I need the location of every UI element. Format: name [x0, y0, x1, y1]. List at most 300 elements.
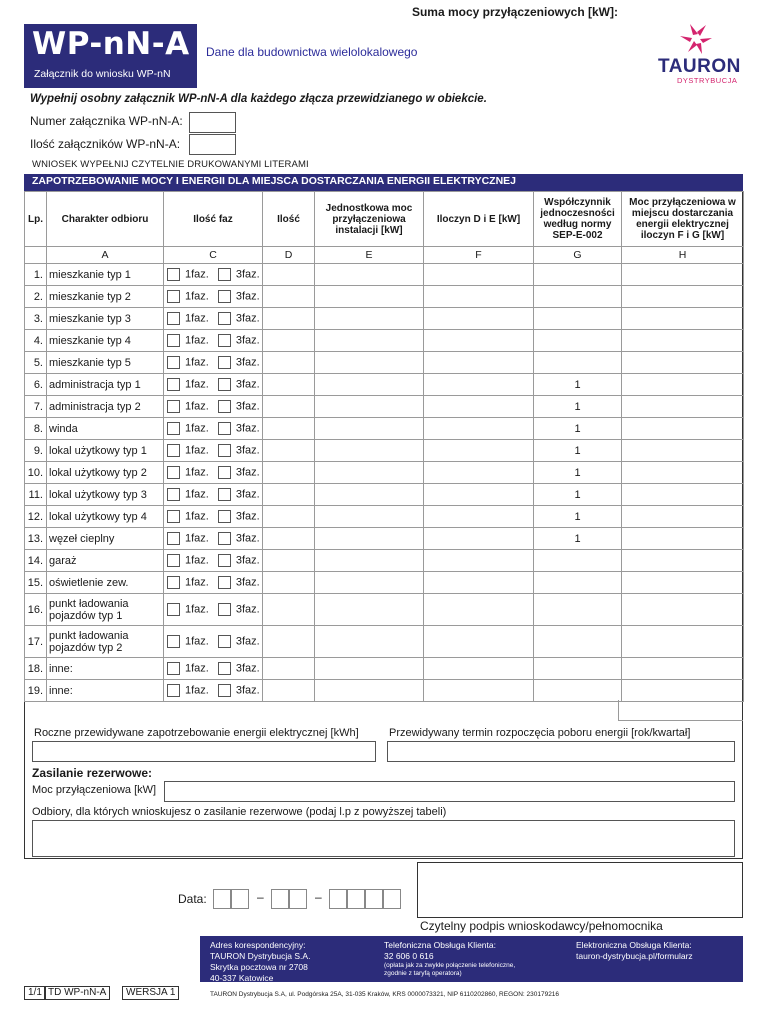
unit-power-cell[interactable]	[315, 330, 424, 352]
row-number: 9.	[25, 440, 47, 462]
unit-power-cell[interactable]	[315, 440, 424, 462]
date-separator: –	[315, 890, 322, 904]
column-letter-row	[25, 247, 744, 264]
logo-subname: DYSTRYBUCJA	[677, 76, 738, 85]
load-type: lokal użytkowy typ 1	[47, 440, 164, 462]
connection-power-cell[interactable]	[622, 550, 744, 572]
phase-1-label: 1faz.	[185, 422, 209, 435]
product-de-cell[interactable]	[424, 396, 534, 418]
col-letter: E	[315, 247, 424, 264]
section-header: ZAPOTRZEBOWANIE MOCY I ENERGII DLA MIEJSCA DOSTARCZANIA ENERGII ELEKTRYCZNEJ	[24, 174, 743, 191]
phase-3-checkbox[interactable]	[218, 378, 231, 391]
phase-1-checkbox[interactable]	[167, 290, 180, 303]
col-header: Ilość faz	[164, 192, 263, 247]
connection-power-cell[interactable]	[622, 374, 744, 396]
phase-1-checkbox[interactable]	[167, 488, 180, 501]
quantity-cell[interactable]	[263, 374, 315, 396]
quantity-cell[interactable]	[263, 440, 315, 462]
load-type: punkt ładowania pojazdów typ 2	[47, 626, 164, 658]
table-row	[25, 374, 744, 396]
power-demand-table	[24, 191, 744, 702]
col-header: Iloczyn D i E [kW]	[424, 192, 534, 247]
phase-cell	[164, 462, 263, 484]
form-description: Dane dla budownictwa wielolokalowego	[206, 45, 418, 59]
connection-power-cell[interactable]	[622, 462, 744, 484]
row-number: 12.	[25, 506, 47, 528]
row-number: 11.	[25, 484, 47, 506]
phase-1-checkbox[interactable]	[167, 576, 180, 589]
annual-energy-input[interactable]	[32, 741, 376, 762]
product-de-cell[interactable]	[424, 626, 534, 658]
col-letter: A	[47, 247, 164, 264]
phase-1-label: 1faz.	[185, 532, 209, 545]
connection-power-cell[interactable]	[622, 680, 744, 702]
row-number: 7.	[25, 396, 47, 418]
address-line: 40-337 Katowice	[210, 973, 274, 983]
phase-3-checkbox[interactable]	[218, 635, 231, 648]
simultaneity-factor-cell: 1	[534, 528, 622, 550]
phase-cell	[164, 374, 263, 396]
tauron-logo	[650, 22, 750, 90]
product-de-cell[interactable]	[424, 594, 534, 626]
phase-1-label: 1faz.	[185, 554, 209, 567]
start-date-label: Przewidywany termin rozpoczęcia poboru energii [rok/kwartał]	[389, 727, 691, 739]
phase-1-label: 1faz.	[185, 400, 209, 413]
form-subtitle: Załącznik do wniosku WP-nN	[34, 68, 171, 80]
load-type: inne:	[47, 658, 164, 680]
phase-cell	[164, 352, 263, 374]
unit-power-cell[interactable]	[315, 594, 424, 626]
phase-1-label: 1faz.	[185, 635, 209, 648]
quantity-cell[interactable]	[263, 572, 315, 594]
phase-1-checkbox[interactable]	[167, 378, 180, 391]
phase-3-checkbox[interactable]	[218, 400, 231, 413]
phase-3-checkbox[interactable]	[218, 662, 231, 675]
row-number: 2.	[25, 286, 47, 308]
phase-1-label: 1faz.	[185, 312, 209, 325]
load-type: mieszkanie typ 4	[47, 330, 164, 352]
address-line: Skrytka pocztowa nr 2708	[210, 962, 308, 972]
phase-3-checkbox[interactable]	[218, 510, 231, 523]
row-number: 19.	[25, 680, 47, 702]
phase-3-label: 3faz.	[235, 378, 260, 391]
date-digit-box[interactable]	[329, 889, 347, 909]
phase-1-checkbox[interactable]	[167, 268, 180, 281]
phase-1-checkbox[interactable]	[167, 662, 180, 675]
row-number: 1.	[25, 264, 47, 286]
instruction-text: Wypełnij osobny załącznik WP-nN-A dla każdego złącza przewidzianego w obiekcie.	[30, 93, 487, 105]
phase-1-checkbox[interactable]	[167, 422, 180, 435]
phase-3-checkbox[interactable]	[218, 554, 231, 567]
phase-3-label: 3faz.	[235, 554, 260, 567]
unit-power-cell[interactable]	[315, 308, 424, 330]
date-digit-box[interactable]	[383, 889, 401, 909]
doc-version: WERSJA 1	[122, 986, 179, 1000]
phase-3-label: 3faz.	[235, 510, 260, 523]
col-letter: G	[534, 247, 622, 264]
phase-1-checkbox[interactable]	[167, 312, 180, 325]
col-header: Charakter odbioru	[47, 192, 164, 247]
unit-power-cell[interactable]	[315, 396, 424, 418]
row-number: 17.	[25, 626, 47, 658]
row-number: 5.	[25, 352, 47, 374]
phase-3-checkbox[interactable]	[218, 466, 231, 479]
phase-3-label: 3faz.	[235, 422, 260, 435]
load-type: mieszkanie typ 3	[47, 308, 164, 330]
table-row	[25, 572, 744, 594]
connection-power-cell[interactable]	[622, 484, 744, 506]
row-number: 14.	[25, 550, 47, 572]
simultaneity-factor-cell: 1	[534, 484, 622, 506]
signature-field[interactable]	[417, 862, 743, 918]
unit-power-cell[interactable]	[315, 462, 424, 484]
unit-power-cell[interactable]	[315, 680, 424, 702]
phase-cell	[164, 418, 263, 440]
online-url[interactable]: tauron-dystrybucja.pl/formularz	[576, 951, 693, 961]
form-title-box	[24, 24, 197, 88]
product-de-cell[interactable]	[424, 418, 534, 440]
form-title: WP-nN-A	[32, 26, 190, 62]
unit-power-cell[interactable]	[315, 374, 424, 396]
block-letters-note: WNIOSEK WYPEŁNIJ CZYTELNIE DRUKOWANYMI LITERAMI	[32, 159, 309, 170]
connection-power-cell[interactable]	[622, 264, 744, 286]
simultaneity-factor-cell	[534, 680, 622, 702]
unit-power-cell[interactable]	[315, 352, 424, 374]
connection-power-cell[interactable]	[622, 286, 744, 308]
phase-1-label: 1faz.	[185, 684, 209, 697]
table-row	[25, 680, 744, 702]
phase-1-label: 1faz.	[185, 466, 209, 479]
phase-cell	[164, 484, 263, 506]
connection-power-cell[interactable]	[622, 658, 744, 680]
phase-1-label: 1faz.	[185, 603, 209, 616]
phase-3-checkbox[interactable]	[218, 290, 231, 303]
product-de-cell[interactable]	[424, 550, 534, 572]
row-number: 13.	[25, 528, 47, 550]
table-row	[25, 484, 744, 506]
simultaneity-factor-cell	[534, 550, 622, 572]
phase-3-checkbox[interactable]	[218, 684, 231, 697]
phase-3-label: 3faz.	[235, 356, 260, 369]
product-de-cell[interactable]	[424, 528, 534, 550]
page-number: 1/1	[24, 986, 46, 1000]
product-de-cell[interactable]	[424, 352, 534, 374]
sum-label: Suma mocy przyłączeniowych [kW]:	[411, 5, 618, 19]
table-row	[25, 528, 744, 550]
simultaneity-factor-cell	[534, 308, 622, 330]
phase-3-checkbox[interactable]	[218, 576, 231, 589]
date-digit-box[interactable]	[365, 889, 383, 909]
product-de-cell[interactable]	[424, 462, 534, 484]
attachment-count-input[interactable]	[189, 134, 236, 155]
simultaneity-factor-cell	[534, 658, 622, 680]
phase-1-label: 1faz.	[185, 356, 209, 369]
phase-cell	[164, 308, 263, 330]
logo-name: TAURON	[658, 56, 741, 77]
phase-cell	[164, 572, 263, 594]
phase-3-label: 3faz.	[235, 532, 260, 545]
load-type: administracja typ 1	[47, 374, 164, 396]
quantity-cell[interactable]	[263, 396, 315, 418]
quantity-cell[interactable]	[263, 626, 315, 658]
col-header: Jednostkowa moc przyłączeniowa instalacji [kW]	[315, 192, 424, 247]
simultaneity-factor-cell	[534, 264, 622, 286]
quantity-cell[interactable]	[263, 506, 315, 528]
connection-power-cell[interactable]	[622, 594, 744, 626]
phase-1-checkbox[interactable]	[167, 554, 180, 567]
date-digit-box[interactable]	[213, 889, 231, 909]
row-number: 10.	[25, 462, 47, 484]
phase-3-label: 3faz.	[235, 400, 260, 413]
phase-1-checkbox[interactable]	[167, 466, 180, 479]
backup-title: Zasilanie rezerwowe:	[32, 766, 153, 780]
tauron-logo-icon	[676, 22, 716, 56]
phase-1-checkbox[interactable]	[167, 603, 180, 616]
address-title: Adres korespondencyjny:	[210, 940, 306, 950]
phase-1-label: 1faz.	[185, 510, 209, 523]
date-digit-box[interactable]	[347, 889, 365, 909]
connection-power-cell[interactable]	[622, 440, 744, 462]
product-de-cell[interactable]	[424, 440, 534, 462]
phase-cell	[164, 680, 263, 702]
table-row	[25, 308, 744, 330]
phase-1-checkbox[interactable]	[167, 684, 180, 697]
col-header: Ilość	[263, 192, 315, 247]
product-de-cell[interactable]	[424, 572, 534, 594]
load-type: administracja typ 2	[47, 396, 164, 418]
phase-3-label: 3faz.	[235, 662, 260, 675]
table-row	[25, 506, 744, 528]
load-type: oświetlenie zew.	[47, 572, 164, 594]
simultaneity-factor-cell	[534, 626, 622, 658]
backup-power-label: Moc przyłączeniowa [kW]	[32, 784, 157, 796]
load-type: lokal użytkowy typ 2	[47, 462, 164, 484]
phase-3-checkbox[interactable]	[218, 444, 231, 457]
col-header: Moc przyłączeniowa w miejscu dostarczania energii elektrycznej iloczyn F i G [kW]	[622, 192, 744, 247]
phase-1-checkbox[interactable]	[167, 400, 180, 413]
online-title: Elektroniczna Obsługa Klienta:	[576, 940, 692, 950]
unit-power-cell[interactable]	[315, 418, 424, 440]
quantity-cell[interactable]	[263, 264, 315, 286]
load-type: lokal użytkowy typ 3	[47, 484, 164, 506]
phase-3-checkbox[interactable]	[218, 312, 231, 325]
connection-power-cell[interactable]	[622, 528, 744, 550]
load-type: punkt ładowania pojazdów typ 1	[47, 594, 164, 626]
phase-3-label: 3faz.	[235, 444, 260, 457]
quantity-cell[interactable]	[263, 462, 315, 484]
unit-power-cell[interactable]	[315, 484, 424, 506]
col-letter: H	[622, 247, 744, 264]
quantity-cell[interactable]	[263, 658, 315, 680]
col-letter	[25, 247, 47, 264]
row-number: 18.	[25, 658, 47, 680]
table-row	[25, 440, 744, 462]
unit-power-cell[interactable]	[315, 506, 424, 528]
table-row	[25, 286, 744, 308]
load-type: węzeł cieplny	[47, 528, 164, 550]
col-letter: D	[263, 247, 315, 264]
load-type: inne:	[47, 680, 164, 702]
unit-power-cell[interactable]	[315, 658, 424, 680]
phase-cell	[164, 658, 263, 680]
date-digit-box[interactable]	[289, 889, 307, 909]
phase-3-checkbox[interactable]	[218, 268, 231, 281]
product-de-cell[interactable]	[424, 484, 534, 506]
table-row	[25, 462, 744, 484]
product-de-cell[interactable]	[424, 374, 534, 396]
quantity-cell[interactable]	[263, 484, 315, 506]
load-type: winda	[47, 418, 164, 440]
simultaneity-factor-cell: 1	[534, 374, 622, 396]
quantity-cell[interactable]	[263, 594, 315, 626]
simultaneity-factor-cell: 1	[534, 462, 622, 484]
product-de-cell[interactable]	[424, 680, 534, 702]
date-label: Data:	[178, 892, 207, 906]
phase-3-checkbox[interactable]	[218, 422, 231, 435]
phase-3-checkbox[interactable]	[218, 356, 231, 369]
phase-3-label: 3faz.	[235, 312, 260, 325]
phase-1-checkbox[interactable]	[167, 510, 180, 523]
attachment-count-label: Ilość załączników WP-nN-A:	[30, 137, 181, 151]
quantity-cell[interactable]	[263, 308, 315, 330]
phase-1-checkbox[interactable]	[167, 356, 180, 369]
row-number: 4.	[25, 330, 47, 352]
table-row	[25, 264, 744, 286]
unit-power-cell[interactable]	[315, 550, 424, 572]
address-line: TAURON Dystrybucja S.A.	[210, 951, 311, 961]
phone-number: 32 606 0 616	[384, 951, 434, 961]
phase-1-label: 1faz.	[185, 290, 209, 303]
attachment-number-input[interactable]	[189, 112, 236, 133]
phase-3-label: 3faz.	[235, 684, 260, 697]
attachment-number-label: Numer załącznika WP-nN-A:	[30, 114, 183, 128]
simultaneity-factor-cell: 1	[534, 506, 622, 528]
unit-power-cell[interactable]	[315, 286, 424, 308]
col-header: Współczynnik jednoczesności według normy SEP-E-002	[534, 192, 622, 247]
phase-cell	[164, 550, 263, 572]
simultaneity-factor-cell	[534, 330, 622, 352]
date-digit-box[interactable]	[231, 889, 249, 909]
load-type: lokal użytkowy typ 4	[47, 506, 164, 528]
phone-title: Telefoniczna Obsługa Klienta:	[384, 940, 496, 950]
phase-cell	[164, 506, 263, 528]
table-row	[25, 396, 744, 418]
unit-power-cell[interactable]	[315, 264, 424, 286]
unit-power-cell[interactable]	[315, 572, 424, 594]
backup-power-input[interactable]	[164, 781, 735, 802]
phase-1-label: 1faz.	[185, 334, 209, 347]
quantity-cell[interactable]	[263, 680, 315, 702]
phone-note: zgodnie z taryfą operatora)	[384, 970, 462, 977]
load-type: mieszkanie typ 1	[47, 264, 164, 286]
phase-1-label: 1faz.	[185, 576, 209, 589]
simultaneity-factor-cell: 1	[534, 396, 622, 418]
col-header: Lp.	[25, 192, 47, 247]
simultaneity-factor-cell	[534, 594, 622, 626]
signature-label: Czytelny podpis wnioskodawcy/pełnomocnika	[420, 919, 663, 933]
start-date-input[interactable]	[387, 741, 735, 762]
table-row	[25, 330, 744, 352]
phase-cell	[164, 264, 263, 286]
connection-power-cell[interactable]	[622, 396, 744, 418]
phase-3-label: 3faz.	[235, 576, 260, 589]
phase-1-label: 1faz.	[185, 378, 209, 391]
phase-1-checkbox[interactable]	[167, 444, 180, 457]
connection-power-cell[interactable]	[622, 572, 744, 594]
col-letter: C	[164, 247, 263, 264]
phase-3-label: 3faz.	[235, 466, 260, 479]
phase-3-checkbox[interactable]	[218, 488, 231, 501]
phase-3-label: 3faz.	[235, 268, 260, 281]
footer-bar	[200, 936, 743, 982]
row-number: 8.	[25, 418, 47, 440]
phase-1-label: 1faz.	[185, 488, 209, 501]
product-de-cell[interactable]	[424, 658, 534, 680]
product-de-cell[interactable]	[424, 506, 534, 528]
table-row	[25, 594, 744, 626]
phase-3-checkbox[interactable]	[218, 334, 231, 347]
connection-power-cell[interactable]	[622, 626, 744, 658]
unit-power-cell[interactable]	[315, 626, 424, 658]
quantity-cell[interactable]	[263, 528, 315, 550]
quantity-cell[interactable]	[263, 330, 315, 352]
connection-power-cell[interactable]	[622, 308, 744, 330]
connection-power-cell[interactable]	[622, 418, 744, 440]
quantity-cell[interactable]	[263, 550, 315, 572]
phase-1-label: 1faz.	[185, 268, 209, 281]
product-de-cell[interactable]	[424, 286, 534, 308]
table-row	[25, 658, 744, 680]
simultaneity-factor-cell	[534, 352, 622, 374]
product-de-cell[interactable]	[424, 264, 534, 286]
date-separator: –	[257, 890, 264, 904]
phase-3-label: 3faz.	[235, 603, 260, 616]
phase-1-checkbox[interactable]	[167, 635, 180, 648]
connection-power-cell[interactable]	[622, 506, 744, 528]
phase-3-checkbox[interactable]	[218, 532, 231, 545]
col-letter: F	[424, 247, 534, 264]
product-de-cell[interactable]	[424, 330, 534, 352]
quantity-cell[interactable]	[263, 418, 315, 440]
connection-power-cell[interactable]	[622, 330, 744, 352]
quantity-cell[interactable]	[263, 286, 315, 308]
load-type: mieszkanie typ 5	[47, 352, 164, 374]
table-row	[25, 626, 744, 658]
row-number: 16.	[25, 594, 47, 626]
unit-power-cell[interactable]	[315, 528, 424, 550]
simultaneity-factor-cell	[534, 572, 622, 594]
phase-1-checkbox[interactable]	[167, 532, 180, 545]
row-number: 6.	[25, 374, 47, 396]
row-number: 3.	[25, 308, 47, 330]
connection-power-cell[interactable]	[622, 352, 744, 374]
row-number: 15.	[25, 572, 47, 594]
phase-cell	[164, 440, 263, 462]
table-row	[25, 418, 744, 440]
simultaneity-factor-cell: 1	[534, 440, 622, 462]
product-de-cell[interactable]	[424, 308, 534, 330]
phase-3-checkbox[interactable]	[218, 603, 231, 616]
phase-cell	[164, 626, 263, 658]
sum-value-field[interactable]	[618, 700, 743, 721]
date-digit-box[interactable]	[271, 889, 289, 909]
annual-energy-label: Roczne przewidywane zapotrzebowanie energii elektrycznej [kWh]	[34, 727, 359, 739]
phase-1-checkbox[interactable]	[167, 334, 180, 347]
quantity-cell[interactable]	[263, 352, 315, 374]
phase-cell	[164, 286, 263, 308]
table-row	[25, 352, 744, 374]
backup-loads-input[interactable]	[32, 820, 735, 857]
